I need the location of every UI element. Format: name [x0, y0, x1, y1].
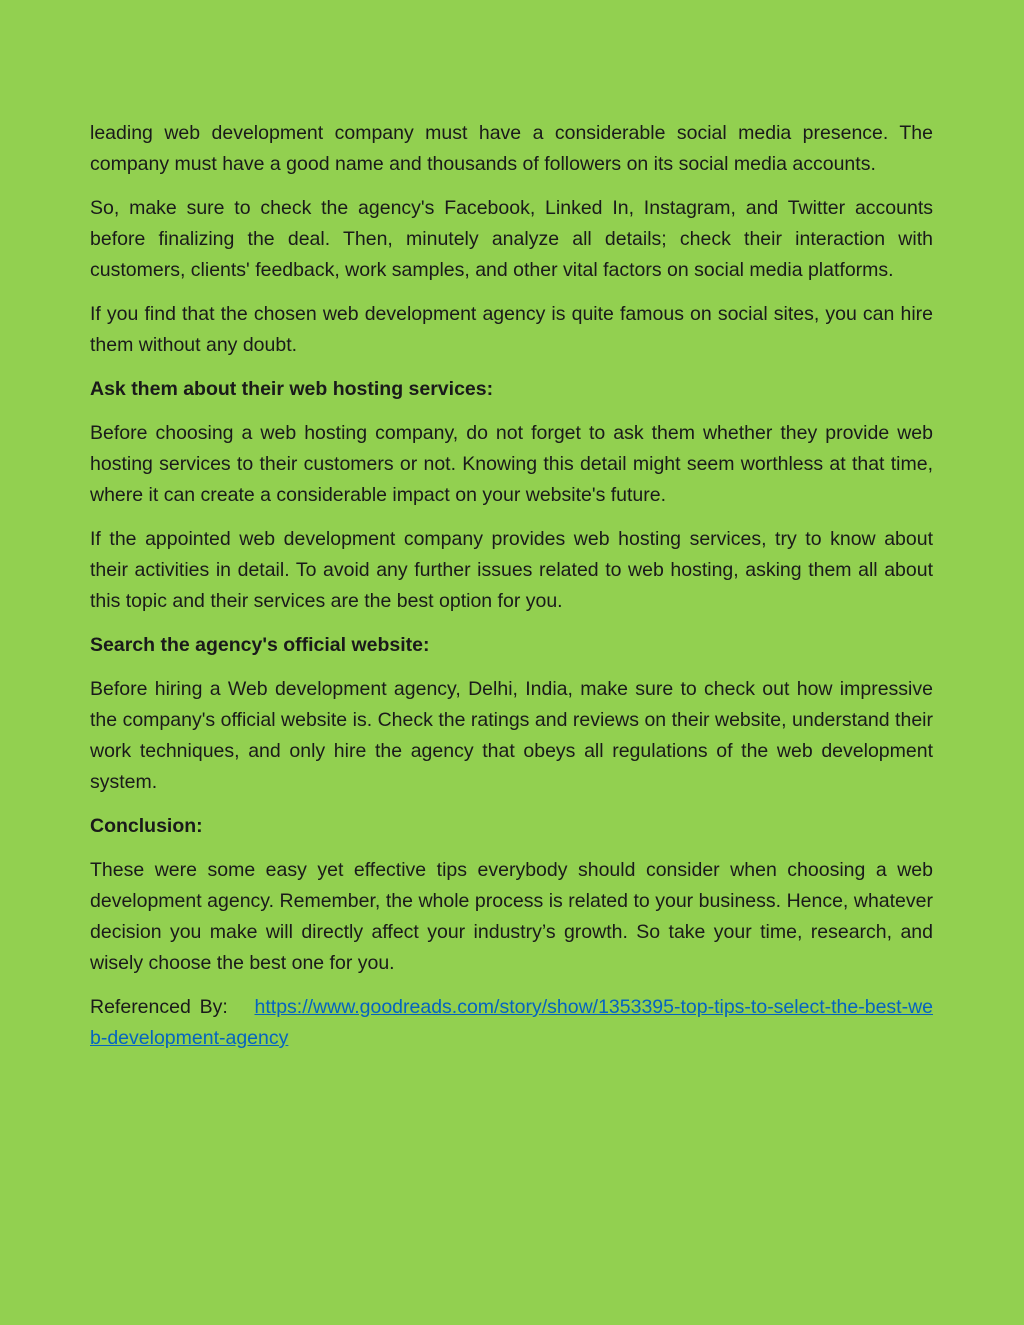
reference-label: Referenced By:	[90, 996, 228, 1018]
paragraph-famous-on-social: If you find that the chosen web development agency is quite famous on social sites, you can hire them without any doubt.	[90, 303, 933, 356]
heading-web-hosting: Ask them about their web hosting services:	[90, 378, 494, 400]
paragraph-conclusion: These were some easy yet effective tips everybody should consider when choosing a web development agency. Remember, the whole process is related to your business. Hence, whatever decision you make will directly affect your industry’s growth. So take your time, research, and wisely choose the best one for you.	[90, 859, 933, 974]
paragraph-check-social-accounts: So, make sure to check the agency's Facebook, Linked In, Instagram, and Twitter accounts before finalizing the deal. Then, minutely analyze all details; check their interaction with customers, clients' feedback, work samples, and other vital factors on social media platforms.	[90, 197, 933, 281]
paragraph-social-presence: leading web development company must have a considerable social media presence. The company must have a good name and thousands of followers on its social media accounts.	[90, 122, 933, 175]
heading-conclusion: Conclusion:	[90, 815, 203, 837]
paragraph-hosting-details: If the appointed web development company provides web hosting services, try to know about their activities in detail. To avoid any further issues related to web hosting, asking them all about this topic and their services are the best option for you.	[90, 528, 933, 612]
document-page	[90, 118, 933, 1067]
heading-official-website: Search the agency's official website:	[90, 634, 430, 656]
reference-link[interactable]: https://www.goodreads.com/story/show/1353395-top-tips-to-select-the-best-web-development-agency	[90, 996, 933, 1049]
reference-line	[90, 992, 933, 1054]
paragraph-hosting-question: Before choosing a web hosting company, do not forget to ask them whether they provide web hosting services to their customers or not. Knowing this detail might seem worthless at that time, where it can create a considerable impact on your website's future.	[90, 422, 933, 506]
paragraph-check-website: Before hiring a Web development agency, Delhi, India, make sure to check out how impressive the company's official website is. Check the ratings and reviews on their website, understand their work techniques, and only hire the agency that obeys all regulations of the web development system.	[90, 678, 933, 793]
